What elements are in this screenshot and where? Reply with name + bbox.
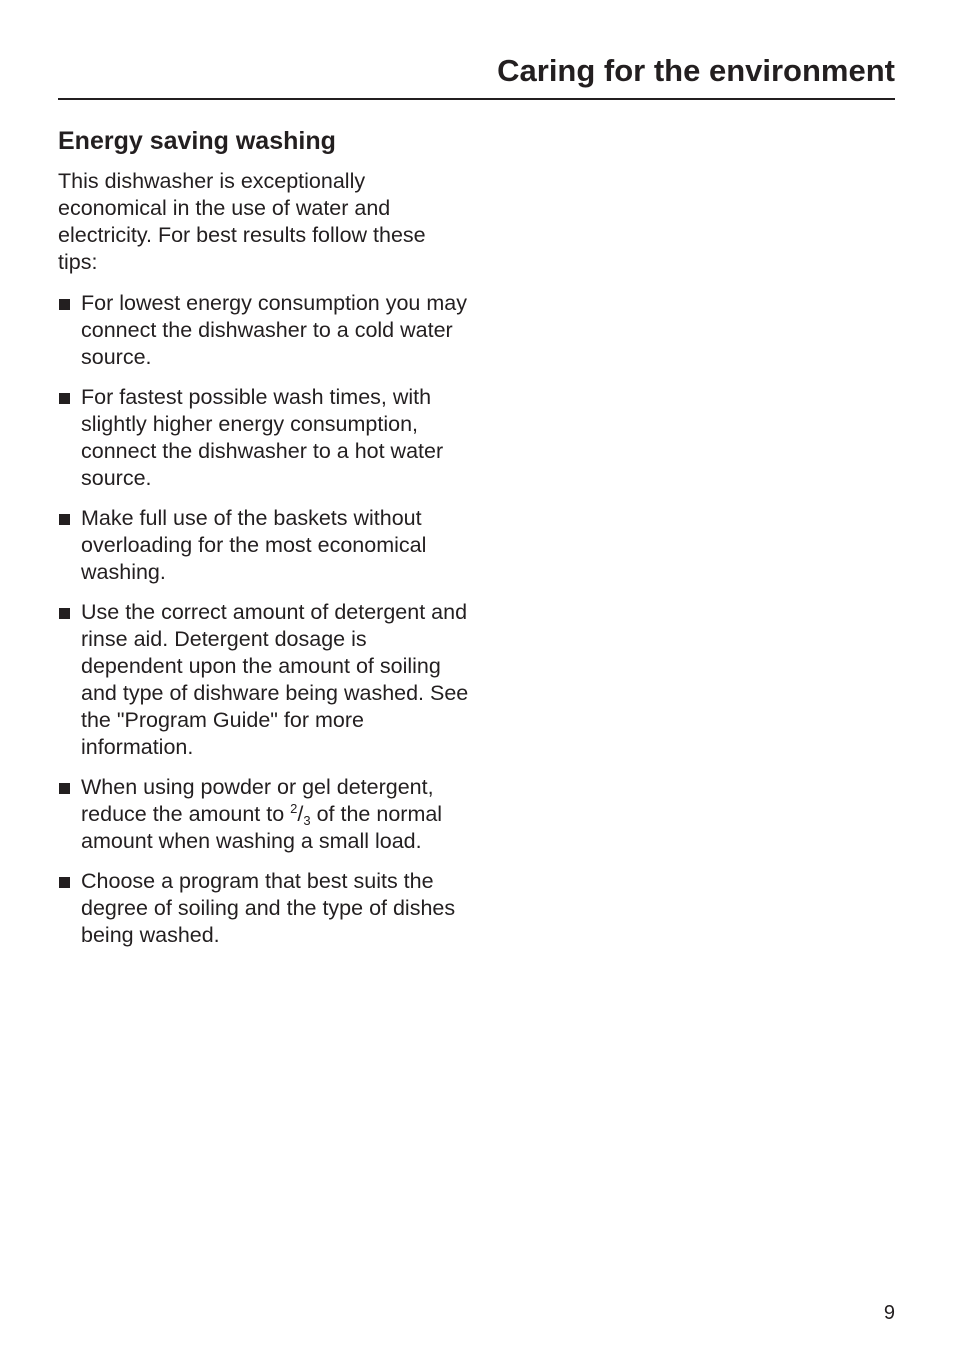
tip-item <box>58 868 470 949</box>
bullet-icon <box>59 877 70 888</box>
tip-text-before-fraction: When using powder or gel detergent, reduce the amount to <box>81 775 434 826</box>
tip-text: For lowest energy consumption you may connect the dishwasher to a cold water source. <box>81 291 467 369</box>
page-title: Caring for the environment <box>497 53 895 88</box>
section-heading: Energy saving washing <box>58 127 336 155</box>
page-header <box>58 52 895 100</box>
tip-item <box>58 505 470 586</box>
tip-text: For fastest possible wash times, with slightly higher energy consumption, connect the dishwasher to a hot water source. <box>81 385 444 490</box>
tip-text: When using powder or gel detergent, reduce the amount to $^2/_3$ of the normal amount when washing a small load. <box>81 775 443 853</box>
tip-item <box>58 774 470 855</box>
bullet-icon <box>59 299 70 310</box>
tip-item <box>58 290 470 371</box>
intro-paragraph: This dishwasher is exceptionally economical in the use of water and electricity. For best results follow these tips: <box>58 169 426 274</box>
tip-text: Choose a program that best suits the degree of soiling and the type of dishes being washed. <box>81 869 456 947</box>
fraction-denominator: 3 <box>303 813 311 828</box>
tip-item <box>58 599 470 761</box>
tip-text: Make full use of the baskets without overloading for the most economical washing. <box>81 506 427 584</box>
tip-text-after-fraction: of the normal amount when washing a small load. <box>81 802 443 853</box>
bullet-icon <box>59 393 70 404</box>
page-number: 9 <box>883 1302 895 1324</box>
main-content <box>58 124 470 962</box>
tips-list <box>58 290 470 949</box>
bullet-icon <box>59 783 70 794</box>
fraction-numerator: 2 <box>290 801 298 816</box>
bullet-icon <box>59 608 70 619</box>
tip-text: Use the correct amount of detergent and rinse aid. Detergent dosage is dependent upon the amount of soiling and type of dishware being washed. See the "Program Guide" for more information. <box>81 600 469 759</box>
tip-item <box>58 384 470 492</box>
bullet-icon <box>59 514 70 525</box>
